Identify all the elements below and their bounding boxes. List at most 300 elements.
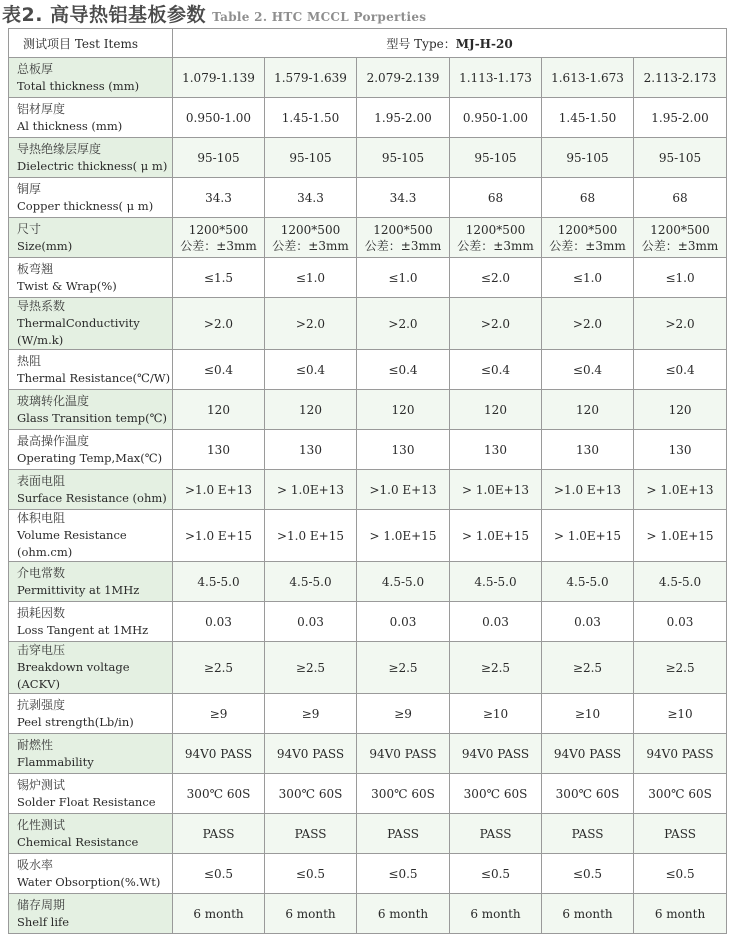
value-cell [265,470,357,510]
row-label-en: Surface Resistance (ohm) [17,490,167,505]
value-text: 68 [487,190,504,205]
value-cell [357,58,450,98]
table-row [9,734,727,774]
table-row [9,218,727,258]
row-label-cn: 抗剥强度 [17,697,66,712]
value-cell [634,258,727,298]
table-row [9,894,727,934]
value-text: 1.95-2.00 [651,110,709,125]
value-cell [265,430,357,470]
table-row [9,298,727,350]
value-text: 4.5-5.0 [474,574,517,589]
value-tolerance: 公差：±3mm [641,238,719,253]
value-text: 4.5-5.0 [197,574,240,589]
value-cell [357,390,450,430]
value-text: ≤0.5 [295,866,326,881]
table-row [9,774,727,814]
value-text: 0.03 [389,614,417,629]
value-text: 300℃ 60S [371,786,435,801]
row-label-cn: 板弯翘 [17,261,54,276]
value-cell [634,734,727,774]
value-cell [173,58,265,98]
row-label-cn: 损耗因数 [17,605,66,620]
value-text: 2.079-2.139 [366,70,440,85]
value-text: ≥2.5 [665,660,695,675]
value-cell [634,642,727,694]
value-text: 6 month [654,906,706,921]
value-text: 95-105 [658,150,702,165]
value-cell [265,774,357,814]
value-cell [634,854,727,894]
row-label-en: Twist & Wrap(%) [17,278,117,293]
table-header-row [9,29,727,58]
value-cell [265,218,357,258]
value-cell [634,98,727,138]
value-cell [357,298,450,350]
row-label-en: Volume Resistance (ohm.cm) [17,528,127,559]
value-cell [450,430,542,470]
value-text: 95-105 [197,150,240,165]
value-cell [450,694,542,734]
value-text: 0.03 [574,614,601,629]
value-text: ≥2.5 [572,660,603,675]
row-label-cn: 介电常数 [17,565,66,580]
value-text: 1.613-1.673 [551,70,624,85]
row-label-cn: 铜厚 [17,181,42,196]
value-text: 1200*500 [650,222,710,237]
row-label-en: Loss Tangent at 1MHz [17,622,149,637]
header-test-items: 测试项目 Test Items [9,29,173,58]
value-cell [357,734,450,774]
table-row [9,350,727,390]
table-row [9,602,727,642]
value-cell [450,470,542,510]
value-text: ≤0.4 [572,362,603,377]
row-label [9,814,173,854]
row-label-cn: 击穿电压 [17,643,66,657]
row-label [9,350,173,390]
value-cell [542,218,634,258]
value-text: >1.0 E+13 [369,482,437,497]
value-cell [357,218,450,258]
row-label-cn: 化性测试 [17,817,66,832]
value-cell [542,430,634,470]
value-text: 0.950-1.00 [462,110,529,125]
value-text: 6 month [377,906,429,921]
value-text: 2.113-2.173 [643,70,717,85]
value-text: 6 month [285,906,336,921]
value-cell [634,430,727,470]
value-cell [634,814,727,854]
row-label-en: Peel strength(Lb/in) [17,714,134,729]
value-cell [173,390,265,430]
value-text: ≤1.0 [572,270,603,285]
value-cell [542,510,634,562]
value-cell [357,430,450,470]
value-cell [357,694,450,734]
value-text: ≤1.5 [203,270,234,285]
value-tolerance: 公差：±3mm [180,238,257,253]
table-row [9,694,727,734]
value-text: 1.95-2.00 [374,110,432,125]
row-label [9,258,173,298]
value-text: PASS [387,826,419,841]
value-cell [265,58,357,98]
value-text: ≥10 [667,706,693,721]
value-text: > 1.0E+15 [553,528,622,543]
value-cell [265,350,357,390]
value-text: 130 [668,442,692,457]
value-cell [265,642,357,694]
properties-table [8,28,727,934]
value-cell [450,854,542,894]
value-text: 1200*500 [188,222,249,237]
value-cell [265,694,357,734]
value-text: ≥2.5 [480,660,511,675]
row-label-en: Total thickness (mm) [17,78,140,93]
row-label [9,178,173,218]
row-label [9,602,173,642]
row-label-cn: 体积电阻 [17,511,66,525]
value-text: 130 [576,442,599,457]
table-row [9,58,727,98]
row-label-en: Dielectric thickness( μ m) [17,158,168,173]
value-cell [265,258,357,298]
value-cell [542,58,634,98]
value-cell [450,642,542,694]
value-cell [634,562,727,602]
value-cell [265,510,357,562]
value-text: 0.03 [297,614,324,629]
row-label-en: Chemical Resistance [17,834,139,849]
value-text: ≥10 [482,706,509,721]
value-text: 6 month [470,906,521,921]
value-text: 120 [484,402,507,417]
value-text: >2.0 [665,316,695,331]
value-cell [634,138,727,178]
table-row [9,562,727,602]
value-text: 94V0 PASS [276,746,345,761]
value-cell [634,298,727,350]
value-text: 34.3 [297,190,324,205]
value-tolerance: 公差：±3mm [364,238,442,253]
value-cell [542,258,634,298]
value-text: 1.45-1.50 [281,110,340,125]
value-text: ≤0.5 [480,866,511,881]
value-cell [357,602,450,642]
value-text: ≤1.0 [665,270,695,285]
value-text: 1200*500 [557,222,618,237]
value-cell [173,854,265,894]
row-label [9,694,173,734]
value-text: >2.0 [295,316,326,331]
row-label-en: Flammability [17,754,94,769]
row-label-en: Permittivity at 1MHz [17,582,140,597]
value-cell [173,510,265,562]
value-cell [542,854,634,894]
table-row [9,138,727,178]
value-text: 300℃ 60S [648,786,712,801]
value-cell [634,602,727,642]
table-row [9,510,727,562]
value-text: >1.0 E+15 [276,528,345,543]
value-text: 130 [391,442,415,457]
value-text: ≥2.5 [203,660,234,675]
value-text: 95-105 [474,150,517,165]
value-cell [450,218,542,258]
value-text: 130 [207,442,230,457]
value-text: >1.0 E+13 [184,482,253,497]
row-label-en: Copper thickness( μ m) [17,198,154,213]
row-label [9,774,173,814]
value-text: 1.079-1.139 [182,70,255,85]
value-text: ≥2.5 [295,660,326,675]
value-cell [265,854,357,894]
value-tolerance: 公差：±3mm [549,238,626,253]
value-cell [634,218,727,258]
value-cell [450,58,542,98]
value-cell [542,602,634,642]
title-chinese: 表2. 高导热铝基板参数 [2,4,207,26]
value-text: >2.0 [572,316,603,331]
value-cell [173,562,265,602]
value-text: 94V0 PASS [553,746,622,761]
value-cell [450,390,542,430]
row-label-cn: 尺寸 [17,221,42,236]
value-cell [450,894,542,934]
value-cell [265,814,357,854]
value-cell [542,390,634,430]
value-cell [450,510,542,562]
value-cell [173,774,265,814]
value-cell [357,470,450,510]
value-cell [173,894,265,934]
value-cell [173,734,265,774]
value-cell [450,562,542,602]
value-cell [173,298,265,350]
value-cell [450,814,542,854]
value-cell [634,774,727,814]
row-label-en: Size(mm) [17,238,73,253]
value-cell [357,562,450,602]
value-cell [265,602,357,642]
value-text: 68 [579,190,596,205]
value-cell [542,734,634,774]
value-cell [357,894,450,934]
value-cell [634,178,727,218]
table-row [9,642,727,694]
table-row [9,854,727,894]
row-label [9,298,173,350]
value-cell [450,298,542,350]
value-cell [542,774,634,814]
value-text: 130 [299,442,322,457]
value-text: 300℃ 60S [555,786,620,801]
value-cell [634,350,727,390]
value-text: 1200*500 [373,222,433,237]
value-text: 6 month [562,906,613,921]
value-cell [173,178,265,218]
table-title [0,0,426,28]
row-label-en: ThermalConductivity (W/m.k) [17,316,140,347]
value-text: 34.3 [205,190,232,205]
value-text: ≥9 [394,706,412,721]
value-text: 68 [672,190,688,205]
row-label-cn: 锡炉测试 [17,777,66,792]
value-cell [173,138,265,178]
value-cell [357,854,450,894]
value-text: 94V0 PASS [461,746,530,761]
row-label-en: Thermal Resistance(℃/W) [17,370,171,385]
row-label-cn: 表面电阻 [17,473,66,488]
table-row [9,470,727,510]
row-label-cn: 热阻 [17,353,42,368]
value-text: PASS [571,826,604,841]
row-label-cn: 铝材厚度 [17,101,66,116]
value-text: 1.579-1.639 [274,70,347,85]
value-cell [265,562,357,602]
value-text: > 1.0E+13 [646,482,714,497]
value-cell [173,814,265,854]
value-text: PASS [479,826,512,841]
value-text: 300℃ 60S [278,786,343,801]
row-label-en: Breakdown voltage (ACKV) [17,660,130,691]
row-label-cn: 总板厚 [17,61,54,76]
value-text: >2.0 [480,316,511,331]
value-cell [265,390,357,430]
value-cell [542,694,634,734]
value-cell [173,258,265,298]
value-text: 0.950-1.00 [185,110,252,125]
table-row [9,390,727,430]
value-text: 95-105 [289,150,332,165]
header-type-value: MJ-H-20 [455,36,513,51]
value-text: PASS [664,826,696,841]
value-text: >1.0 E+15 [184,528,253,543]
value-text: 0.03 [205,614,232,629]
value-text: ≤0.5 [665,866,695,881]
value-text: ≤0.4 [295,362,326,377]
row-label [9,562,173,602]
value-text: 1200*500 [280,222,341,237]
value-text: 120 [299,402,322,417]
value-cell [450,774,542,814]
value-cell [542,562,634,602]
value-text: 130 [484,442,507,457]
row-label-en: Glass Transition temp(℃) [17,410,168,425]
value-text: > 1.0E+13 [276,482,345,497]
row-label [9,894,173,934]
value-cell [634,510,727,562]
table-body [9,58,727,934]
value-cell [173,602,265,642]
value-cell [357,178,450,218]
row-label-en: Solder Float Resistance [17,794,156,809]
value-cell [634,470,727,510]
row-label [9,58,173,98]
value-text: ≤0.5 [203,866,234,881]
value-cell [265,894,357,934]
value-text: 1.45-1.50 [558,110,617,125]
row-label-cn: 储存周期 [17,897,66,912]
value-cell [173,430,265,470]
value-tolerance: 公差：±3mm [272,238,349,253]
value-text: 1.113-1.173 [459,70,532,85]
row-label-cn: 导热系数 [17,299,66,313]
value-text: ≤0.5 [572,866,603,881]
row-label-cn: 耐燃性 [17,737,54,752]
value-cell [542,138,634,178]
value-text: ≥2.5 [388,660,418,675]
value-text: PASS [294,826,327,841]
value-cell [357,774,450,814]
value-text: ≤0.4 [480,362,511,377]
value-cell [265,98,357,138]
value-text: 34.3 [389,190,417,205]
value-text: 95-105 [381,150,425,165]
value-text: 120 [207,402,230,417]
row-label [9,138,173,178]
value-cell [450,258,542,298]
value-cell [542,178,634,218]
value-text: ≤2.0 [480,270,511,285]
value-cell [542,98,634,138]
value-cell [173,98,265,138]
value-cell [173,218,265,258]
value-text: 4.5-5.0 [381,574,425,589]
value-cell [634,694,727,734]
header-type-label: 型号 Type： [386,36,456,51]
value-text: 300℃ 60S [186,786,251,801]
value-cell [357,510,450,562]
row-label [9,98,173,138]
value-text: ≥9 [209,706,228,721]
value-text: ≥9 [301,706,320,721]
row-label-cn: 最高操作温度 [17,433,90,448]
value-cell [357,138,450,178]
value-cell [357,814,450,854]
row-label-cn: 导热绝缘层厚度 [17,141,102,156]
row-label [9,642,173,694]
value-cell [542,642,634,694]
value-text: ≤0.4 [665,362,695,377]
value-cell [450,734,542,774]
table-row [9,814,727,854]
row-label-en: Operating Temp,Max(℃) [17,450,163,465]
value-cell [265,178,357,218]
row-label [9,430,173,470]
value-text: ≤1.0 [295,270,326,285]
value-text: 4.5-5.0 [566,574,609,589]
value-cell [173,470,265,510]
value-text: 4.5-5.0 [289,574,332,589]
value-text: 0.03 [482,614,509,629]
value-cell [265,734,357,774]
row-label [9,734,173,774]
value-text: 4.5-5.0 [658,574,702,589]
value-text: > 1.0E+15 [369,528,437,543]
value-cell [542,894,634,934]
value-text: 0.03 [666,614,694,629]
value-cell [265,138,357,178]
table-row [9,430,727,470]
header-type [173,29,727,58]
value-text: 6 month [193,906,244,921]
value-cell [450,178,542,218]
value-cell [357,98,450,138]
value-cell [450,138,542,178]
value-tolerance: 公差：±3mm [457,238,534,253]
